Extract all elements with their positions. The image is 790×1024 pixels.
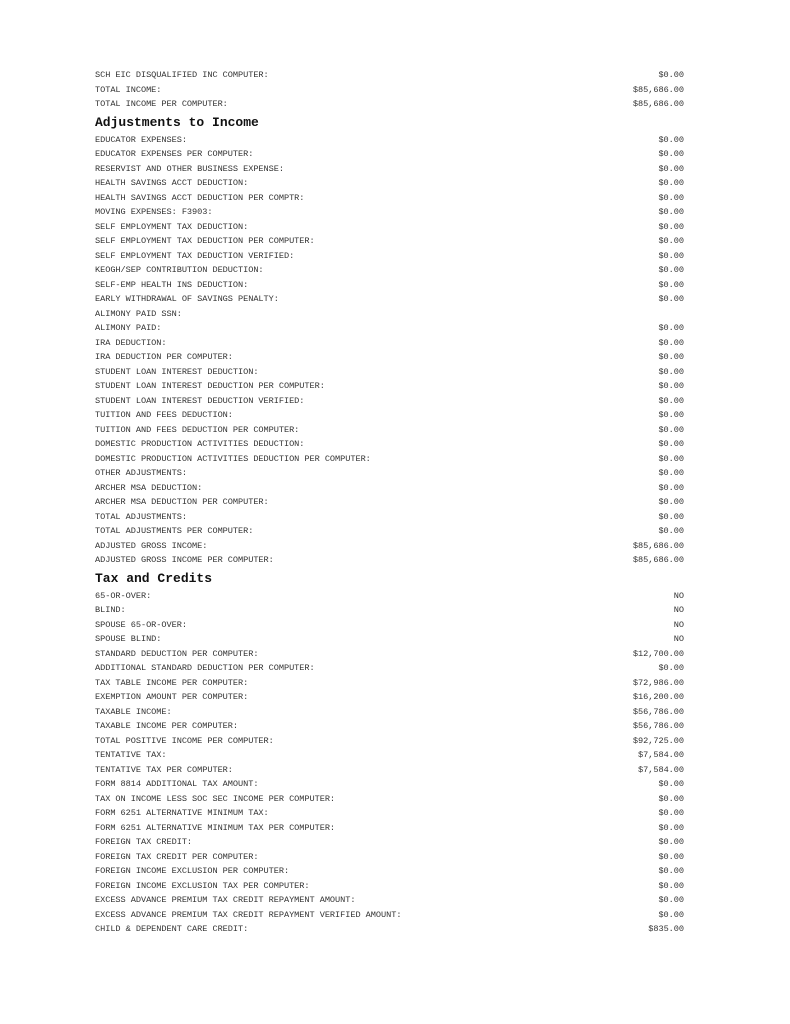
line-item-label: IRA DEDUCTION: (95, 337, 167, 348)
line-item-label: ALIMONY PAID: (95, 323, 162, 333)
line-item (95, 452, 684, 467)
line-item-value: $0.00 (658, 323, 684, 333)
line-item-label: EDUCATOR EXPENSES: (95, 134, 187, 145)
line-item-label: DOMESTIC PRODUCTION ACTIVITIES DEDUCTION: (95, 439, 305, 449)
line-item-label: ARCHER MSA DEDUCTION PER COMPUTER: (95, 497, 269, 507)
line-item (95, 220, 684, 235)
line-item (95, 205, 684, 220)
line-item (95, 603, 684, 618)
line-item-label: TOTAL POSITIVE INCOME PER COMPUTER: (95, 735, 274, 746)
line-item-value: $92,725.00 (632, 735, 684, 746)
line-item (95, 249, 684, 264)
tax-credits-section-title: Tax and Credits (95, 570, 213, 586)
line-item-label: STANDARD DEDUCTION PER COMPUTER: (95, 648, 259, 659)
line-item (95, 821, 684, 836)
line-item (95, 423, 684, 438)
line-item-label: KEOGH/SEP CONTRIBUTION DEDUCTION: (95, 265, 264, 275)
line-item-value: $0.00 (658, 793, 684, 804)
line-item-value: NO (673, 605, 684, 615)
line-item (95, 263, 684, 278)
line-item-value: $0.00 (658, 149, 684, 159)
line-item (95, 466, 684, 481)
line-item-label: TAX TABLE INCOME PER COMPUTER: (95, 677, 249, 688)
line-item-label: SPOUSE BLIND: (95, 634, 162, 644)
line-item-value: $0.00 (658, 439, 684, 449)
line-item-label: FOREIGN INCOME EXCLUSION PER COMPUTER: (95, 866, 290, 876)
line-item (95, 365, 684, 380)
line-item-label: MOVING EXPENSES: F3903: (95, 207, 213, 217)
line-item (95, 879, 684, 894)
line-item (95, 850, 684, 865)
line-item-label: ADJUSTED GROSS INCOME: (95, 540, 208, 551)
line-item-value: $7,584.00 (638, 750, 684, 760)
line-item (95, 835, 684, 850)
line-item (95, 234, 684, 249)
line-item-label: SELF-EMP HEALTH INS DEDUCTION: (95, 279, 249, 290)
line-item-value: $0.00 (658, 526, 684, 536)
line-item (95, 734, 684, 749)
line-item-value: $85,686.00 (632, 555, 684, 565)
line-item (95, 632, 684, 647)
line-item (95, 763, 684, 778)
line-item-value: $56,786.00 (632, 706, 684, 717)
line-item (95, 379, 684, 394)
line-item (95, 336, 684, 351)
line-item-label: FORM 8814 ADDITIONAL TAX AMOUNT: (95, 779, 259, 789)
line-item-value: $0.00 (658, 511, 684, 522)
line-item-value: NO (673, 634, 684, 644)
line-item (95, 321, 684, 336)
line-item-label: 65-OR-OVER: (95, 590, 152, 601)
line-item (95, 792, 684, 807)
line-item (95, 864, 684, 879)
adjustments-lines (95, 133, 684, 568)
line-item (95, 394, 684, 409)
line-item-label: FOREIGN INCOME EXCLUSION TAX PER COMPUTER: (95, 880, 310, 891)
line-item (95, 676, 684, 691)
line-item (95, 806, 684, 821)
line-item (95, 690, 684, 705)
line-item-value: $0.00 (658, 352, 684, 362)
line-item-label: EXCESS ADVANCE PREMIUM TAX CREDIT REPAYMENT AMOUNT: (95, 895, 356, 905)
line-item-label: SELF EMPLOYMENT TAX DEDUCTION: (95, 221, 249, 232)
line-item-value: $0.00 (658, 851, 684, 862)
tax-credits-lines (95, 589, 684, 937)
line-item-label: RESERVIST AND OTHER BUSINESS EXPENSE: (95, 163, 284, 174)
line-item (95, 647, 684, 662)
line-item-value: $0.00 (658, 822, 684, 833)
line-item (95, 147, 684, 162)
line-item-label: HEALTH SAVINGS ACCT DEDUCTION PER COMPTR: (95, 192, 305, 203)
line-item (95, 481, 684, 496)
line-item (95, 922, 684, 937)
line-item-label: FORM 6251 ALTERNATIVE MINIMUM TAX PER COMPUTER: (95, 822, 336, 833)
line-item-value: $0.00 (658, 192, 684, 203)
line-item-label: STUDENT LOAN INTEREST DEDUCTION PER COMPUTER: (95, 381, 325, 391)
line-item-label: SCH EIC DISQUALIFIED INC COMPUTER: (95, 70, 269, 80)
line-item-value: $0.00 (658, 453, 684, 464)
line-item-label: TENTATIVE TAX: (95, 750, 167, 760)
line-item-label: ARCHER MSA DEDUCTION: (95, 482, 203, 493)
line-item-label: HEALTH SAVINGS ACCT DEDUCTION: (95, 178, 249, 188)
line-item-value: $85,686.00 (632, 84, 684, 95)
line-item-label: TAXABLE INCOME PER COMPUTER: (95, 721, 238, 731)
line-item-label: TOTAL INCOME PER COMPUTER: (95, 99, 228, 109)
line-item-value: $0.00 (658, 178, 684, 188)
line-item-value: $0.00 (658, 497, 684, 507)
line-item (95, 68, 684, 83)
line-item-value: $12,700.00 (632, 648, 684, 659)
line-item-value: $0.00 (658, 482, 684, 493)
line-item (95, 553, 684, 568)
line-item-value: $16,200.00 (632, 692, 684, 702)
line-item-value: NO (673, 590, 684, 601)
line-item-value: $0.00 (658, 663, 684, 673)
line-item-value: $56,786.00 (632, 721, 684, 731)
line-item-label: DOMESTIC PRODUCTION ACTIVITIES DEDUCTION PER COMPUTER: (95, 453, 371, 464)
line-item (95, 510, 684, 525)
line-item-value: $0.00 (658, 134, 684, 145)
line-item-label: EARLY WITHDRAWAL OF SAVINGS PENALTY: (95, 294, 279, 304)
line-item (95, 893, 684, 908)
line-item-label: EXCESS ADVANCE PREMIUM TAX CREDIT REPAYMENT VERIFIED AMOUNT: (95, 909, 402, 920)
line-item (95, 705, 684, 720)
line-item-value: $0.00 (658, 895, 684, 905)
line-item-value: $0.00 (658, 70, 684, 80)
line-item-value: $0.00 (658, 424, 684, 435)
line-item-value: $835.00 (648, 924, 684, 934)
line-item-value: $0.00 (658, 221, 684, 232)
line-item (95, 292, 684, 307)
line-item-label: CHILD & DEPENDENT CARE CREDIT: (95, 924, 249, 934)
line-item-label: STUDENT LOAN INTEREST DEDUCTION VERIFIED: (95, 395, 305, 406)
line-item-value: $0.00 (658, 837, 684, 847)
line-item-label: TOTAL ADJUSTMENTS PER COMPUTER: (95, 526, 254, 536)
line-item-value: $85,686.00 (632, 99, 684, 109)
line-item-value: $0.00 (658, 294, 684, 304)
line-item-value: $0.00 (658, 279, 684, 290)
line-item (95, 350, 684, 365)
line-item-value: $85,686.00 (632, 540, 684, 551)
line-item-label: SELF EMPLOYMENT TAX DEDUCTION PER COMPUTER: (95, 236, 315, 246)
line-item (95, 133, 684, 148)
line-item-label: TOTAL INCOME: (95, 84, 162, 95)
line-item-label: TUITION AND FEES DEDUCTION: (95, 410, 233, 420)
line-item (95, 162, 684, 177)
line-item (95, 661, 684, 676)
line-item-label: ADJUSTED GROSS INCOME PER COMPUTER: (95, 555, 274, 565)
line-item-value: $0.00 (658, 395, 684, 406)
line-item-value: NO (673, 619, 684, 630)
line-item-value: $0.00 (658, 265, 684, 275)
line-item-label: TAX ON INCOME LESS SOC SEC INCOME PER COMPUTER: (95, 793, 336, 804)
line-item-label: EXEMPTION AMOUNT PER COMPUTER: (95, 692, 249, 702)
line-item (95, 618, 684, 633)
line-item-label: TOTAL ADJUSTMENTS: (95, 511, 187, 522)
line-item (95, 539, 684, 554)
line-item-label: OTHER ADJUSTMENTS: (95, 468, 187, 478)
line-item (95, 589, 684, 604)
line-item-label: ADDITIONAL STANDARD DEDUCTION PER COMPUTER: (95, 663, 315, 673)
line-item-label: ALIMONY PAID SSN: (95, 308, 182, 319)
line-item-label: BLIND: (95, 605, 126, 615)
line-item-label: TAXABLE INCOME: (95, 706, 172, 717)
line-item-value: $0.00 (658, 366, 684, 377)
line-item (95, 777, 684, 792)
line-item-value: $0.00 (658, 779, 684, 789)
line-item (95, 748, 684, 763)
line-item-value: $0.00 (658, 236, 684, 246)
line-item-label: TUITION AND FEES DEDUCTION PER COMPUTER: (95, 424, 300, 435)
line-item-label: TENTATIVE TAX PER COMPUTER: (95, 764, 233, 775)
tax-transcript-page (95, 68, 684, 937)
line-item (95, 97, 684, 112)
line-item (95, 408, 684, 423)
line-item (95, 437, 684, 452)
income-summary-lines (95, 68, 684, 112)
line-item-label: SPOUSE 65-OR-OVER: (95, 619, 187, 630)
line-item (95, 83, 684, 98)
line-item-label: STUDENT LOAN INTEREST DEDUCTION: (95, 366, 259, 377)
line-item-value: $0.00 (658, 410, 684, 420)
line-item (95, 908, 684, 923)
line-item (95, 495, 684, 510)
line-item-label: SELF EMPLOYMENT TAX DEDUCTION VERIFIED: (95, 250, 295, 261)
adjustments-section-title: Adjustments to Income (95, 114, 259, 130)
line-item (95, 719, 684, 734)
line-item-value: $0.00 (658, 909, 684, 920)
line-item-value: $0.00 (658, 163, 684, 174)
line-item (95, 176, 684, 191)
line-item-value: $0.00 (658, 207, 684, 217)
line-item-label: FOREIGN TAX CREDIT: (95, 837, 193, 847)
line-item-label: IRA DEDUCTION PER COMPUTER: (95, 352, 233, 362)
line-item-label: EDUCATOR EXPENSES PER COMPUTER: (95, 149, 254, 159)
line-item (95, 191, 684, 206)
line-item (95, 524, 684, 539)
line-item-label: FORM 6251 ALTERNATIVE MINIMUM TAX: (95, 808, 269, 818)
line-item-value: $0.00 (658, 808, 684, 818)
line-item-label: FOREIGN TAX CREDIT PER COMPUTER: (95, 851, 259, 862)
line-item-value: $0.00 (658, 880, 684, 891)
line-item (95, 278, 684, 293)
line-item-value: $72,986.00 (632, 677, 684, 688)
line-item-value: $7,584.00 (638, 764, 684, 775)
line-item (95, 307, 684, 322)
line-item-value: $0.00 (658, 250, 684, 261)
line-item-value: $0.00 (658, 337, 684, 348)
line-item-value: $0.00 (658, 866, 684, 876)
line-item-value: $0.00 (658, 381, 684, 391)
line-item-value: $0.00 (658, 468, 684, 478)
